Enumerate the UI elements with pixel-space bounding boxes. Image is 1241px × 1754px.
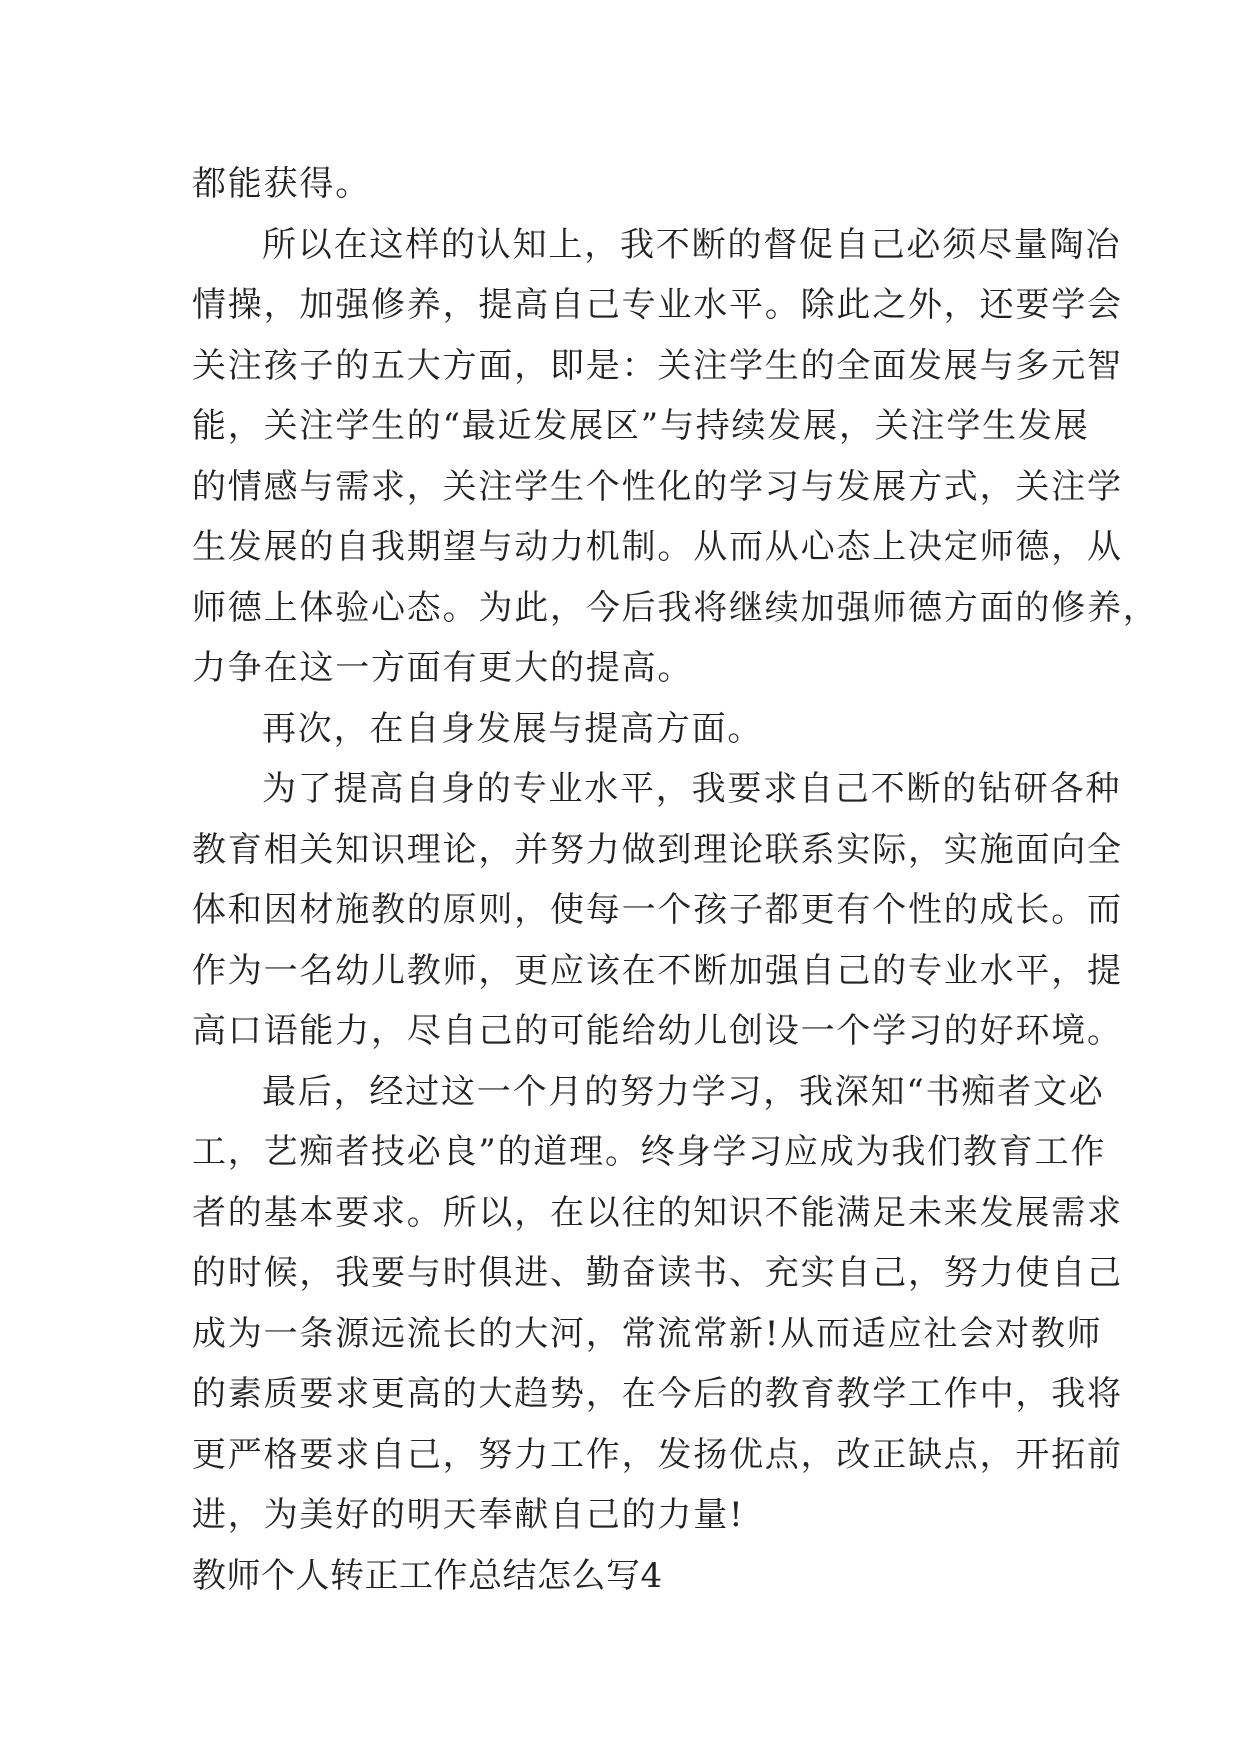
document-body: [192, 154, 1159, 1606]
text-line: 最后，经过这一个月的努力学习，我深知“书痴者文必: [262, 1071, 1105, 1112]
text-line: 进，为美好的明天奉献自己的力量!: [192, 1495, 745, 1535]
text-line: 都能获得。: [192, 164, 371, 204]
text-line: 者的基本要求。所以，在以往的知识不能满足未来发展需求: [192, 1192, 1123, 1233]
text-line: 作为一名幼儿教师，更应该在不断加强自己的专业水平，提: [192, 950, 1123, 991]
text-line: 力争在这一方面有更大的提高。: [192, 648, 694, 688]
text-line: 再次，在自身发展与提高方面。: [262, 708, 764, 749]
text-line: 体和因材施教的原则，使每一个孩子都更有个性的成长。而: [192, 890, 1123, 930]
text-line: 能，关注学生的“最近发展区”与持续发展，关注学生发展: [192, 406, 1090, 446]
text-line: 生发展的自我期望与动力机制。从而从心态上决定师德，从: [192, 527, 1123, 567]
text-line: 所以在这样的认知上，我不断的督促自己必须尽量陶冶: [262, 224, 1122, 265]
text-line: 的时候，我要与时俱进、勤奋读书、充实自己，努力使自己: [192, 1253, 1123, 1293]
text-line: 工，艺痴者技必良”的道理。终身学习应成为我们教育工作: [192, 1132, 1107, 1172]
section-heading: 教师个人转正工作总结怎么写4: [192, 1555, 663, 1596]
text-line: 的素质要求更高的大趋势，在今后的教育教学工作中，我将: [192, 1374, 1123, 1414]
text-line: 高口语能力，尽自己的可能给幼儿创设一个学习的好环境。: [192, 1011, 1123, 1051]
text-line: 关注孩子的五大方面，即是：关注学生的全面发展与多元智: [192, 345, 1123, 386]
text-line: 情操，加强修养，提高自己专业水平。除此之外，还要学会: [192, 285, 1123, 325]
text-line: 的情感与需求，关注学生个性化的学习与发展方式，关注学: [192, 466, 1123, 507]
text-line: 成为一条源远流长的大河，常流常新!从而适应社会对教师: [192, 1313, 1103, 1354]
text-line: 教育相关知识理论，并努力做到理论联系实际，实施面向全: [192, 829, 1123, 870]
text-line: 为了提高自身的专业水平，我要求自己不断的钻研各种: [262, 769, 1122, 809]
text-line: 更严格要求自己，努力工作，发扬优点，改正缺点，开拓前: [192, 1434, 1123, 1475]
text-line: 师德上体验心态。为此，今后我将继续加强师德方面的修养，: [192, 587, 1159, 628]
